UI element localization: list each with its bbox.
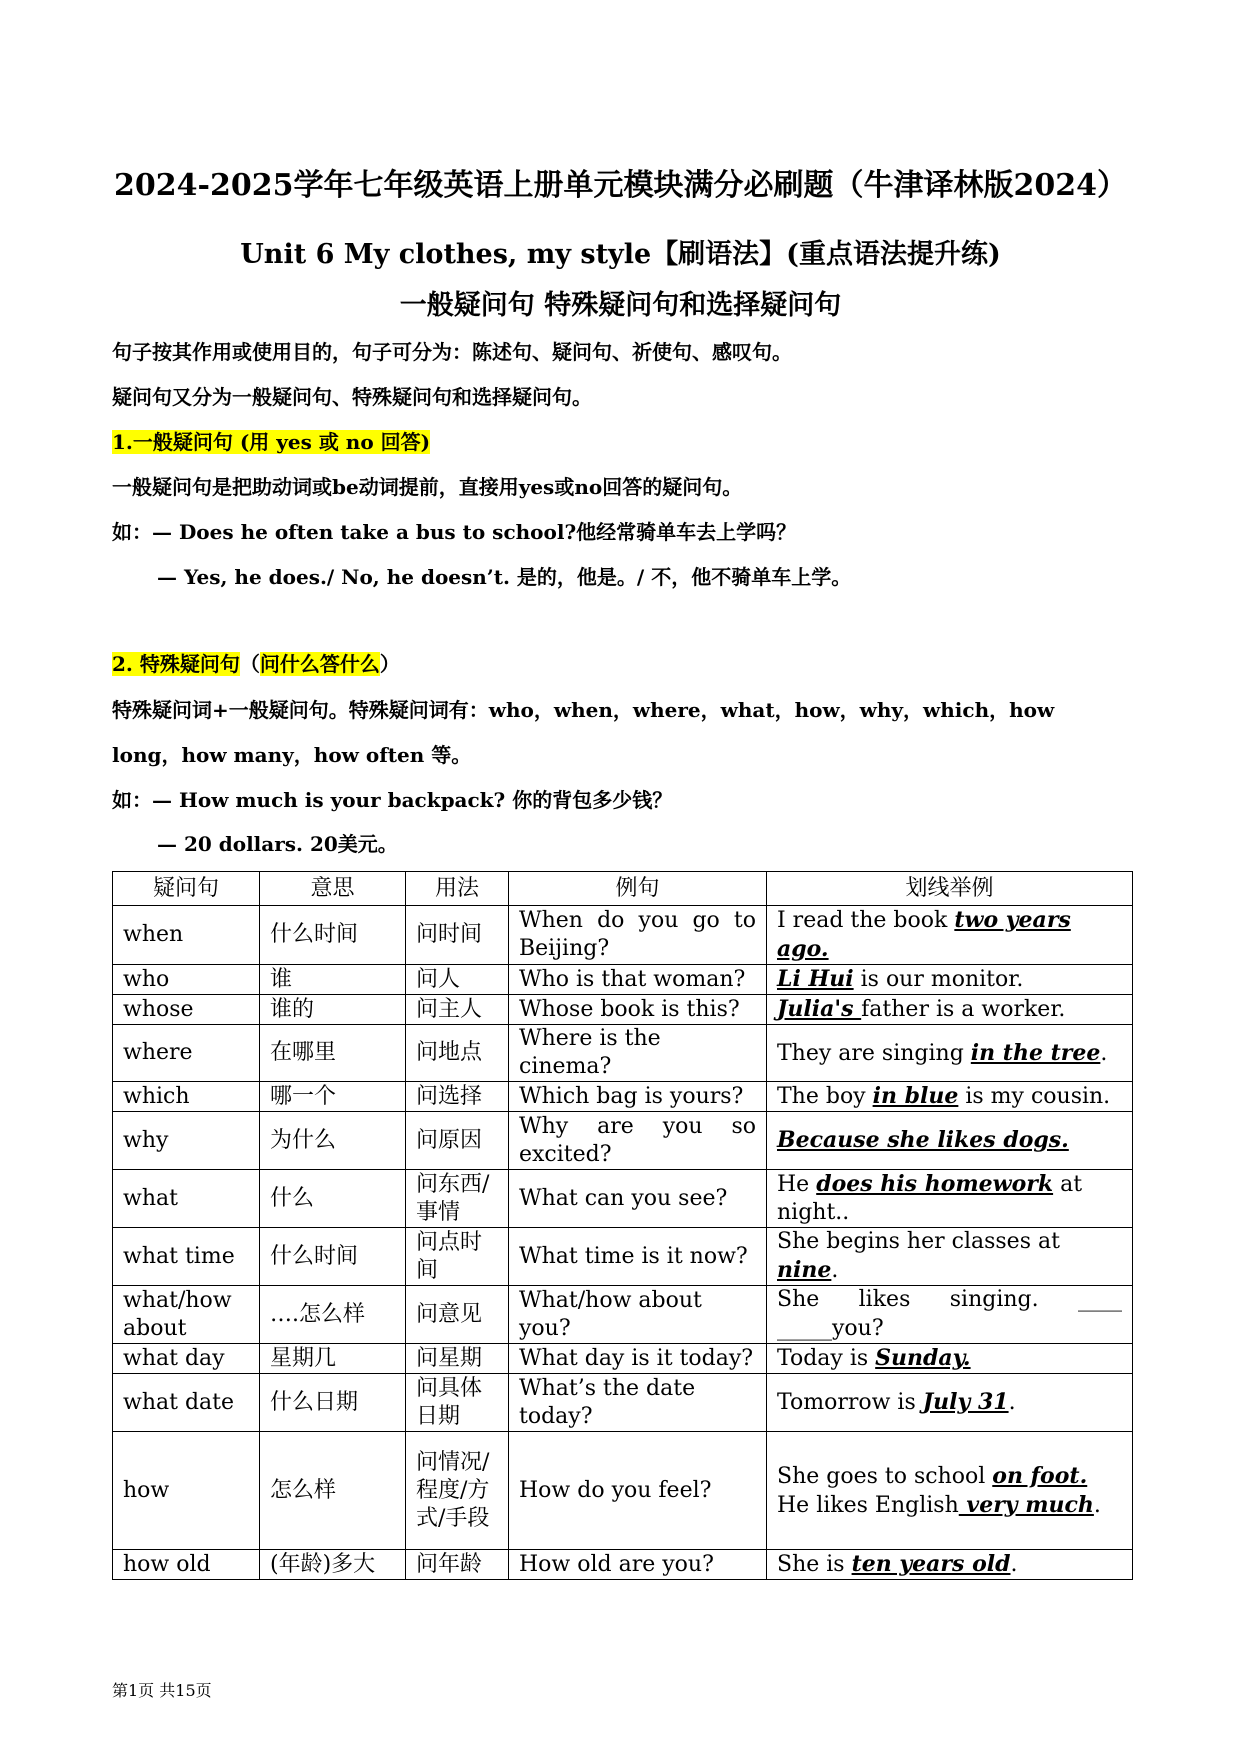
answer-text: He bbox=[777, 1172, 817, 1197]
usage: 问具体日期 bbox=[406, 1374, 509, 1432]
answer-text-end: is our monitor. bbox=[853, 967, 1024, 992]
underline-example bbox=[767, 1025, 1133, 1082]
question-word: who bbox=[113, 965, 260, 995]
table-row bbox=[113, 995, 1133, 1025]
answer-text-end: . bbox=[1010, 1552, 1018, 1577]
example-sentence: How old are you? bbox=[509, 1550, 767, 1580]
answer-text: Today is bbox=[777, 1346, 876, 1371]
question-word: why bbox=[113, 1112, 260, 1170]
answer-text: They are singing bbox=[777, 1040, 971, 1066]
intro-line-2: 疑问句又分为一般疑问句、特殊疑问句和选择疑问句。 bbox=[112, 385, 592, 409]
meaning: 哪一个 bbox=[260, 1082, 406, 1112]
underline-example bbox=[767, 995, 1133, 1025]
answer-text: I read the book bbox=[777, 908, 955, 933]
table-row bbox=[113, 1344, 1133, 1374]
underline-example bbox=[767, 1082, 1133, 1112]
answer-text-end: . bbox=[1008, 1390, 1016, 1415]
answer-underlined: Julia's bbox=[777, 996, 862, 1022]
section2-example-question: 如：— How much is your backpack? 你的背包多少钱？ bbox=[112, 788, 673, 812]
table-row bbox=[113, 1082, 1133, 1112]
answer-text-end: . bbox=[831, 1258, 839, 1283]
answer-underlined: does his homework bbox=[816, 1171, 1054, 1197]
answer-text-end: father is a worker. bbox=[861, 997, 1066, 1022]
underline-example bbox=[767, 965, 1133, 995]
question-word: how bbox=[113, 1432, 260, 1550]
table-row bbox=[113, 965, 1133, 995]
usage: 问星期 bbox=[406, 1344, 509, 1374]
section1-heading-text: 1.一般疑问句 (用 yes 或 no 回答) bbox=[112, 430, 431, 454]
usage: 问地点 bbox=[406, 1025, 509, 1082]
underline-example bbox=[767, 1228, 1133, 1286]
usage: 问原因 bbox=[406, 1112, 509, 1170]
answer-underlined: on foot. bbox=[992, 1462, 1088, 1489]
header-question-word: 疑问句 bbox=[113, 872, 260, 906]
underline-example bbox=[767, 1374, 1133, 1432]
question-word: which bbox=[113, 1082, 260, 1112]
example-sentence: What’s the date today? bbox=[509, 1374, 767, 1432]
page-footer: 第1页 共15页 bbox=[112, 1681, 212, 1700]
header-usage: 用法 bbox=[406, 872, 509, 906]
meaning: 什么 bbox=[260, 1170, 406, 1228]
usage: 问点时间 bbox=[406, 1228, 509, 1286]
underline-example bbox=[767, 1170, 1133, 1228]
example-sentence: Where is the cinema? bbox=[509, 1025, 767, 1082]
underline-example bbox=[767, 1112, 1133, 1170]
section2-description-2: long，how many，how often 等。 bbox=[112, 743, 472, 767]
answer-underlined: ten years old bbox=[851, 1551, 1011, 1577]
section2-description-1: 特殊疑问词+一般疑问句。特殊疑问词有：who，when，where，what，how，why，which，how bbox=[112, 698, 1055, 722]
question-word: what/how about bbox=[113, 1286, 260, 1344]
section2-heading-note: 问什么答什么 bbox=[259, 652, 380, 676]
underline-example bbox=[767, 1344, 1133, 1374]
meaning: 为什么 bbox=[260, 1112, 406, 1170]
answer-text: The boy bbox=[777, 1084, 873, 1109]
answer-text: He likes English bbox=[777, 1492, 959, 1518]
example-sentence: Why are you so excited? bbox=[509, 1112, 767, 1170]
answer-line-1 bbox=[777, 1462, 1122, 1491]
answer-line-2 bbox=[777, 1491, 1122, 1520]
answer-text: She goes to school bbox=[777, 1463, 993, 1489]
meaning: 谁 bbox=[260, 965, 406, 995]
question-word: what date bbox=[113, 1374, 260, 1432]
question-word: whose bbox=[113, 995, 260, 1025]
answer-text-end: . bbox=[1093, 1492, 1101, 1518]
document-title: 2024-2025学年七年级英语上册单元模块满分必刷题（牛津译林版2024） bbox=[114, 168, 1127, 203]
answer-underlined: in the tree bbox=[970, 1039, 1101, 1066]
underline-example bbox=[767, 1550, 1133, 1580]
underline-example bbox=[767, 1286, 1133, 1344]
table-row bbox=[113, 1550, 1133, 1580]
section2-heading-main: 2. 特殊疑问句 bbox=[112, 652, 240, 676]
example-sentence: What day is it today? bbox=[509, 1344, 767, 1374]
example-sentence: What time is it now? bbox=[509, 1228, 767, 1286]
answer-text: She likes singing. ____ _____you? bbox=[777, 1287, 1122, 1341]
table-row bbox=[113, 1112, 1133, 1170]
answer-text: She is bbox=[777, 1552, 852, 1577]
header-example: 例句 bbox=[509, 872, 767, 906]
example-sentence: Who is that woman? bbox=[509, 965, 767, 995]
question-word: when bbox=[113, 906, 260, 965]
underline-example bbox=[767, 1432, 1133, 1550]
table-row bbox=[113, 1432, 1133, 1550]
table-row bbox=[113, 1286, 1133, 1344]
usage: 问时间 bbox=[406, 906, 509, 965]
meaning: 在哪里 bbox=[260, 1025, 406, 1082]
example-sentence: What/how about you? bbox=[509, 1286, 767, 1344]
answer-underlined: very much bbox=[958, 1491, 1094, 1518]
usage: 问东西/事情 bbox=[406, 1170, 509, 1228]
answer-underlined: Sunday. bbox=[875, 1345, 971, 1371]
meaning: (年龄)多大 bbox=[260, 1550, 406, 1580]
example-sentence: How do you feel? bbox=[509, 1432, 767, 1550]
unit-subtitle: Unit 6 My clothes, my style【刷语法】(重点语法提升练) bbox=[240, 239, 1001, 270]
answer-text-end: at night.. bbox=[777, 1172, 1083, 1225]
header-meaning: 意思 bbox=[260, 872, 406, 906]
meaning: 星期几 bbox=[260, 1344, 406, 1374]
answer-underlined: two years ago. bbox=[777, 907, 1071, 962]
answer-underlined: July 31 bbox=[922, 1389, 1009, 1415]
meaning: 怎么样 bbox=[260, 1432, 406, 1550]
question-word: what bbox=[113, 1170, 260, 1228]
usage: 问意见 bbox=[406, 1286, 509, 1344]
section1-description: 一般疑问句是把助动词或be动词提前，直接用yes或no回答的疑问句。 bbox=[112, 475, 743, 499]
usage: 问主人 bbox=[406, 995, 509, 1025]
question-word-table bbox=[112, 871, 1133, 1580]
table-row bbox=[113, 1025, 1133, 1082]
example-sentence: What can you see? bbox=[509, 1170, 767, 1228]
usage: 问情况/程度/方式/手段 bbox=[406, 1432, 509, 1550]
answer-text-end: is my cousin. bbox=[958, 1084, 1111, 1109]
table-row bbox=[113, 906, 1133, 965]
answer-underlined: Because she likes dogs. bbox=[777, 1127, 1069, 1153]
underline-example bbox=[767, 906, 1133, 965]
example-sentence: Which bag is yours? bbox=[509, 1082, 767, 1112]
meaning: 什么日期 bbox=[260, 1374, 406, 1432]
table-row bbox=[113, 1228, 1133, 1286]
answer-underlined: in blue bbox=[872, 1083, 959, 1109]
meaning: 谁的 bbox=[260, 995, 406, 1025]
table-row bbox=[113, 1170, 1133, 1228]
header-underline-example: 划线举例 bbox=[767, 872, 1133, 906]
section2-heading: 2. 特殊疑问句（问什么答什么） bbox=[112, 652, 400, 676]
meaning: ….怎么样 bbox=[260, 1286, 406, 1344]
section2-example-answer: — 20 dollars. 20美元。 bbox=[157, 832, 398, 856]
answer-underlined: Li Hui bbox=[777, 966, 854, 992]
answer-text: She begins her classes at bbox=[777, 1229, 1060, 1254]
intro-line-1: 句子按其作用或使用目的，句子可分为：陈述句、疑问句、祈使句、感叹句。 bbox=[112, 340, 792, 364]
table-row bbox=[113, 1374, 1133, 1432]
meaning: 什么时间 bbox=[260, 1228, 406, 1286]
answer-underlined: nine bbox=[777, 1257, 832, 1283]
section1-example-question: 如：— Does he often take a bus to school?他经常骑单车去上学吗？ bbox=[112, 520, 797, 544]
section1-example-answer: — Yes, he does./ No, he doesn’t. 是的，他是。/ 不，他不骑单车上学。 bbox=[157, 565, 852, 589]
usage: 问选择 bbox=[406, 1082, 509, 1112]
question-word: how old bbox=[113, 1550, 260, 1580]
example-sentence: When do you go to Beijing? bbox=[509, 906, 767, 965]
question-word: what day bbox=[113, 1344, 260, 1374]
section1-heading bbox=[112, 426, 1132, 455]
meaning: 什么时间 bbox=[260, 906, 406, 965]
usage: 问人 bbox=[406, 965, 509, 995]
question-word: where bbox=[113, 1025, 260, 1082]
answer-text: Tomorrow is bbox=[777, 1390, 923, 1415]
table-header-row bbox=[113, 872, 1133, 906]
question-word: what time bbox=[113, 1228, 260, 1286]
answer-text-end: . bbox=[1100, 1040, 1108, 1066]
example-sentence: Whose book is this? bbox=[509, 995, 767, 1025]
usage: 问年龄 bbox=[406, 1550, 509, 1580]
topic-title: 一般疑问句 特殊疑问句和选择疑问句 bbox=[399, 290, 842, 321]
